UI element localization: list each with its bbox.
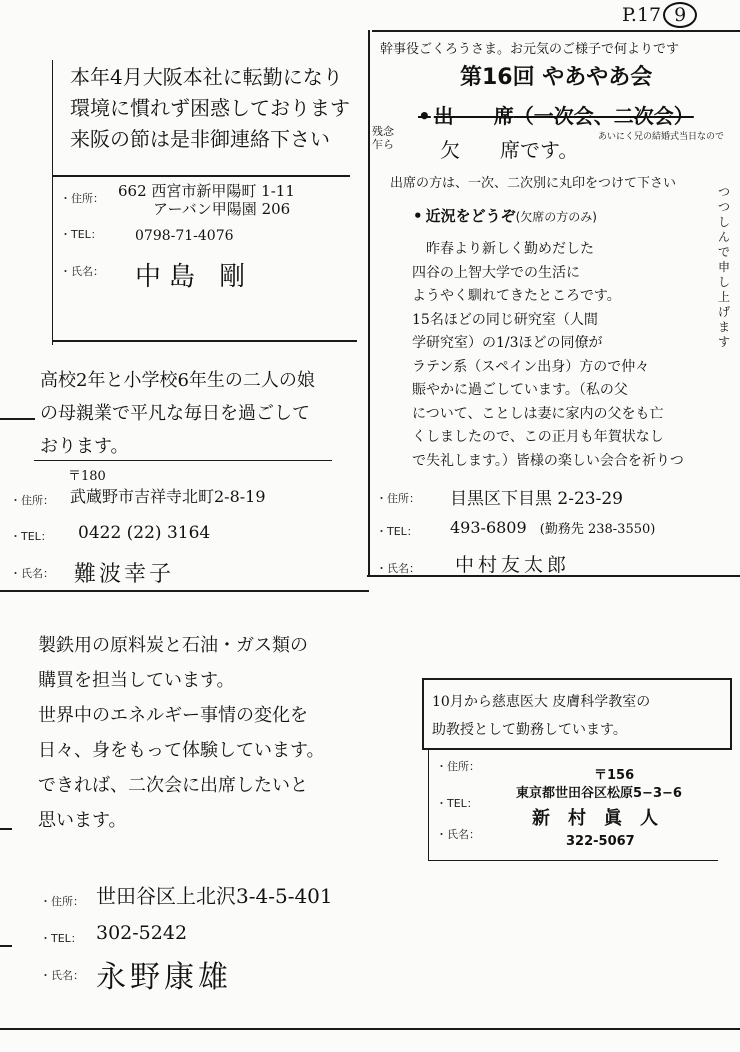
- tel-label: ・TEL：: [40, 932, 82, 945]
- tel-value: 0798-71-4076: [135, 228, 234, 244]
- tel-label: ・TEL：: [60, 228, 102, 241]
- field-box-border: [428, 860, 718, 861]
- page-number-circle: 9: [663, 2, 697, 28]
- center-divider: [368, 30, 370, 575]
- card-message: [70, 62, 350, 155]
- attend-label: • 出 席: [418, 104, 514, 128]
- name-label: ・氏名：: [40, 969, 84, 982]
- tel-label: ・TEL：: [376, 525, 418, 538]
- side-note: つつしんで申し上げます: [718, 185, 731, 349]
- card-border: [422, 678, 424, 750]
- section-divider: [0, 590, 369, 592]
- card-border: [52, 340, 357, 342]
- absent-label: 欠 席です。: [440, 138, 579, 162]
- attend-row: [418, 100, 694, 129]
- message-line: 本年4月大阪本社に転勤になり: [70, 65, 343, 89]
- card-message: 高校2年と小学校6年生の二人の娘 の母親業で平凡な毎日を過ごして おります。: [40, 370, 315, 457]
- address-value: 662 西宮市新甲陽町 1-11 アーバン甲陽園 206: [118, 182, 295, 218]
- postal-code: 〒180: [68, 469, 106, 484]
- address-label: ・住所：: [436, 760, 480, 773]
- instruction-text: 出席の方は、一次、二次別に丸印をつけて下さい: [390, 176, 677, 191]
- name-label: ・氏名：: [436, 828, 480, 841]
- card-border: [422, 678, 732, 680]
- card-message: 10月から慈恵医大 皮膚科学教室の 助教授として勤務しています。: [432, 694, 651, 738]
- postal-code: 〒156: [594, 768, 635, 783]
- card-message: 製鉄用の原料炭と石油・ガス類の 購買を担当しています。 世界中のエネルギー事情の変化を 日々、身をもって体験しています。 できれば、二次会に出席したいと 思います。: [38, 635, 325, 831]
- regret-note: 残念乍ら: [372, 125, 394, 151]
- event-title: 第16回 やあやあ会: [460, 65, 653, 90]
- name-value: 中島 剛: [135, 262, 254, 292]
- margin-mark: [0, 945, 12, 947]
- tel-value: 322-5067: [566, 834, 635, 849]
- card-border: [52, 60, 53, 345]
- address-value: 目黒区下目黒 2-23-29: [450, 489, 623, 509]
- field-box-border: [52, 175, 350, 177]
- name-label: ・氏名：: [10, 567, 54, 580]
- tel-value: 302-5242: [96, 922, 188, 944]
- card-border: [422, 748, 732, 750]
- field-box-border: [34, 460, 332, 461]
- tel-label: ・TEL：: [436, 797, 478, 810]
- margin-mark: [0, 418, 35, 420]
- tel-value: 493-6809 (勤務先 238-3550): [450, 518, 656, 537]
- address-value: 東京都世田谷区松原5−3−6: [516, 786, 682, 801]
- field-box-border: [428, 750, 429, 860]
- message-line: 来阪の節は是非御連絡下さい: [70, 127, 330, 151]
- name-value: 中村友太郎: [455, 554, 571, 576]
- name-value: 永野康雄: [96, 960, 232, 995]
- name-label: ・氏名：: [376, 562, 420, 575]
- absent-reason: あいにく兄の結婚式当日なので: [598, 132, 725, 142]
- message-line: 環境に慣れず困惑しております: [70, 96, 350, 120]
- card-border: [730, 678, 732, 750]
- address-value: 武蔵野市吉祥寺北町2-8-19: [70, 487, 266, 506]
- tel-value: 0422 (22) 3164: [78, 523, 211, 543]
- address-label: ・住所：: [10, 494, 54, 507]
- greeting-note: 幹事役ごくろうさま。お元気のご様子で何よりです: [380, 42, 680, 57]
- card-border: [372, 30, 740, 32]
- page-number: P.17 9: [622, 2, 697, 28]
- card-message: 昨春より新しく勤めだした 四谷の上智大学での生活に ようやく馴れてきたところです。 15名ほどの同じ研究室（人間 学研究室）の1/3ほどの同僚が ラテン系（スペイン出身）方ので仲々 賑やかに過ごしています。（私の父 について、ことしは妻に家内の父をも亡 くしましたので、この正月も年賀状なし で失礼します。）皆様の楽しい会合を祈りつ: [412, 241, 684, 469]
- margin-mark: [0, 828, 12, 830]
- name-label: ・氏名：: [60, 265, 104, 278]
- address-label: ・住所：: [376, 492, 420, 505]
- bottom-divider: [0, 1028, 740, 1030]
- tel-label: ・TEL：: [10, 530, 52, 543]
- address-value: 世田谷区上北沢3-4-5-401: [96, 884, 333, 908]
- attend-options: （一次会、二次会）: [513, 104, 694, 128]
- address-label: ・住所：: [60, 192, 104, 205]
- name-value: 難波幸子: [74, 562, 175, 587]
- news-heading: • 近況をどうぞ(欠席の方のみ): [413, 205, 597, 226]
- name-value: 新 村 眞 人: [532, 808, 658, 829]
- address-label: ・住所：: [40, 895, 84, 908]
